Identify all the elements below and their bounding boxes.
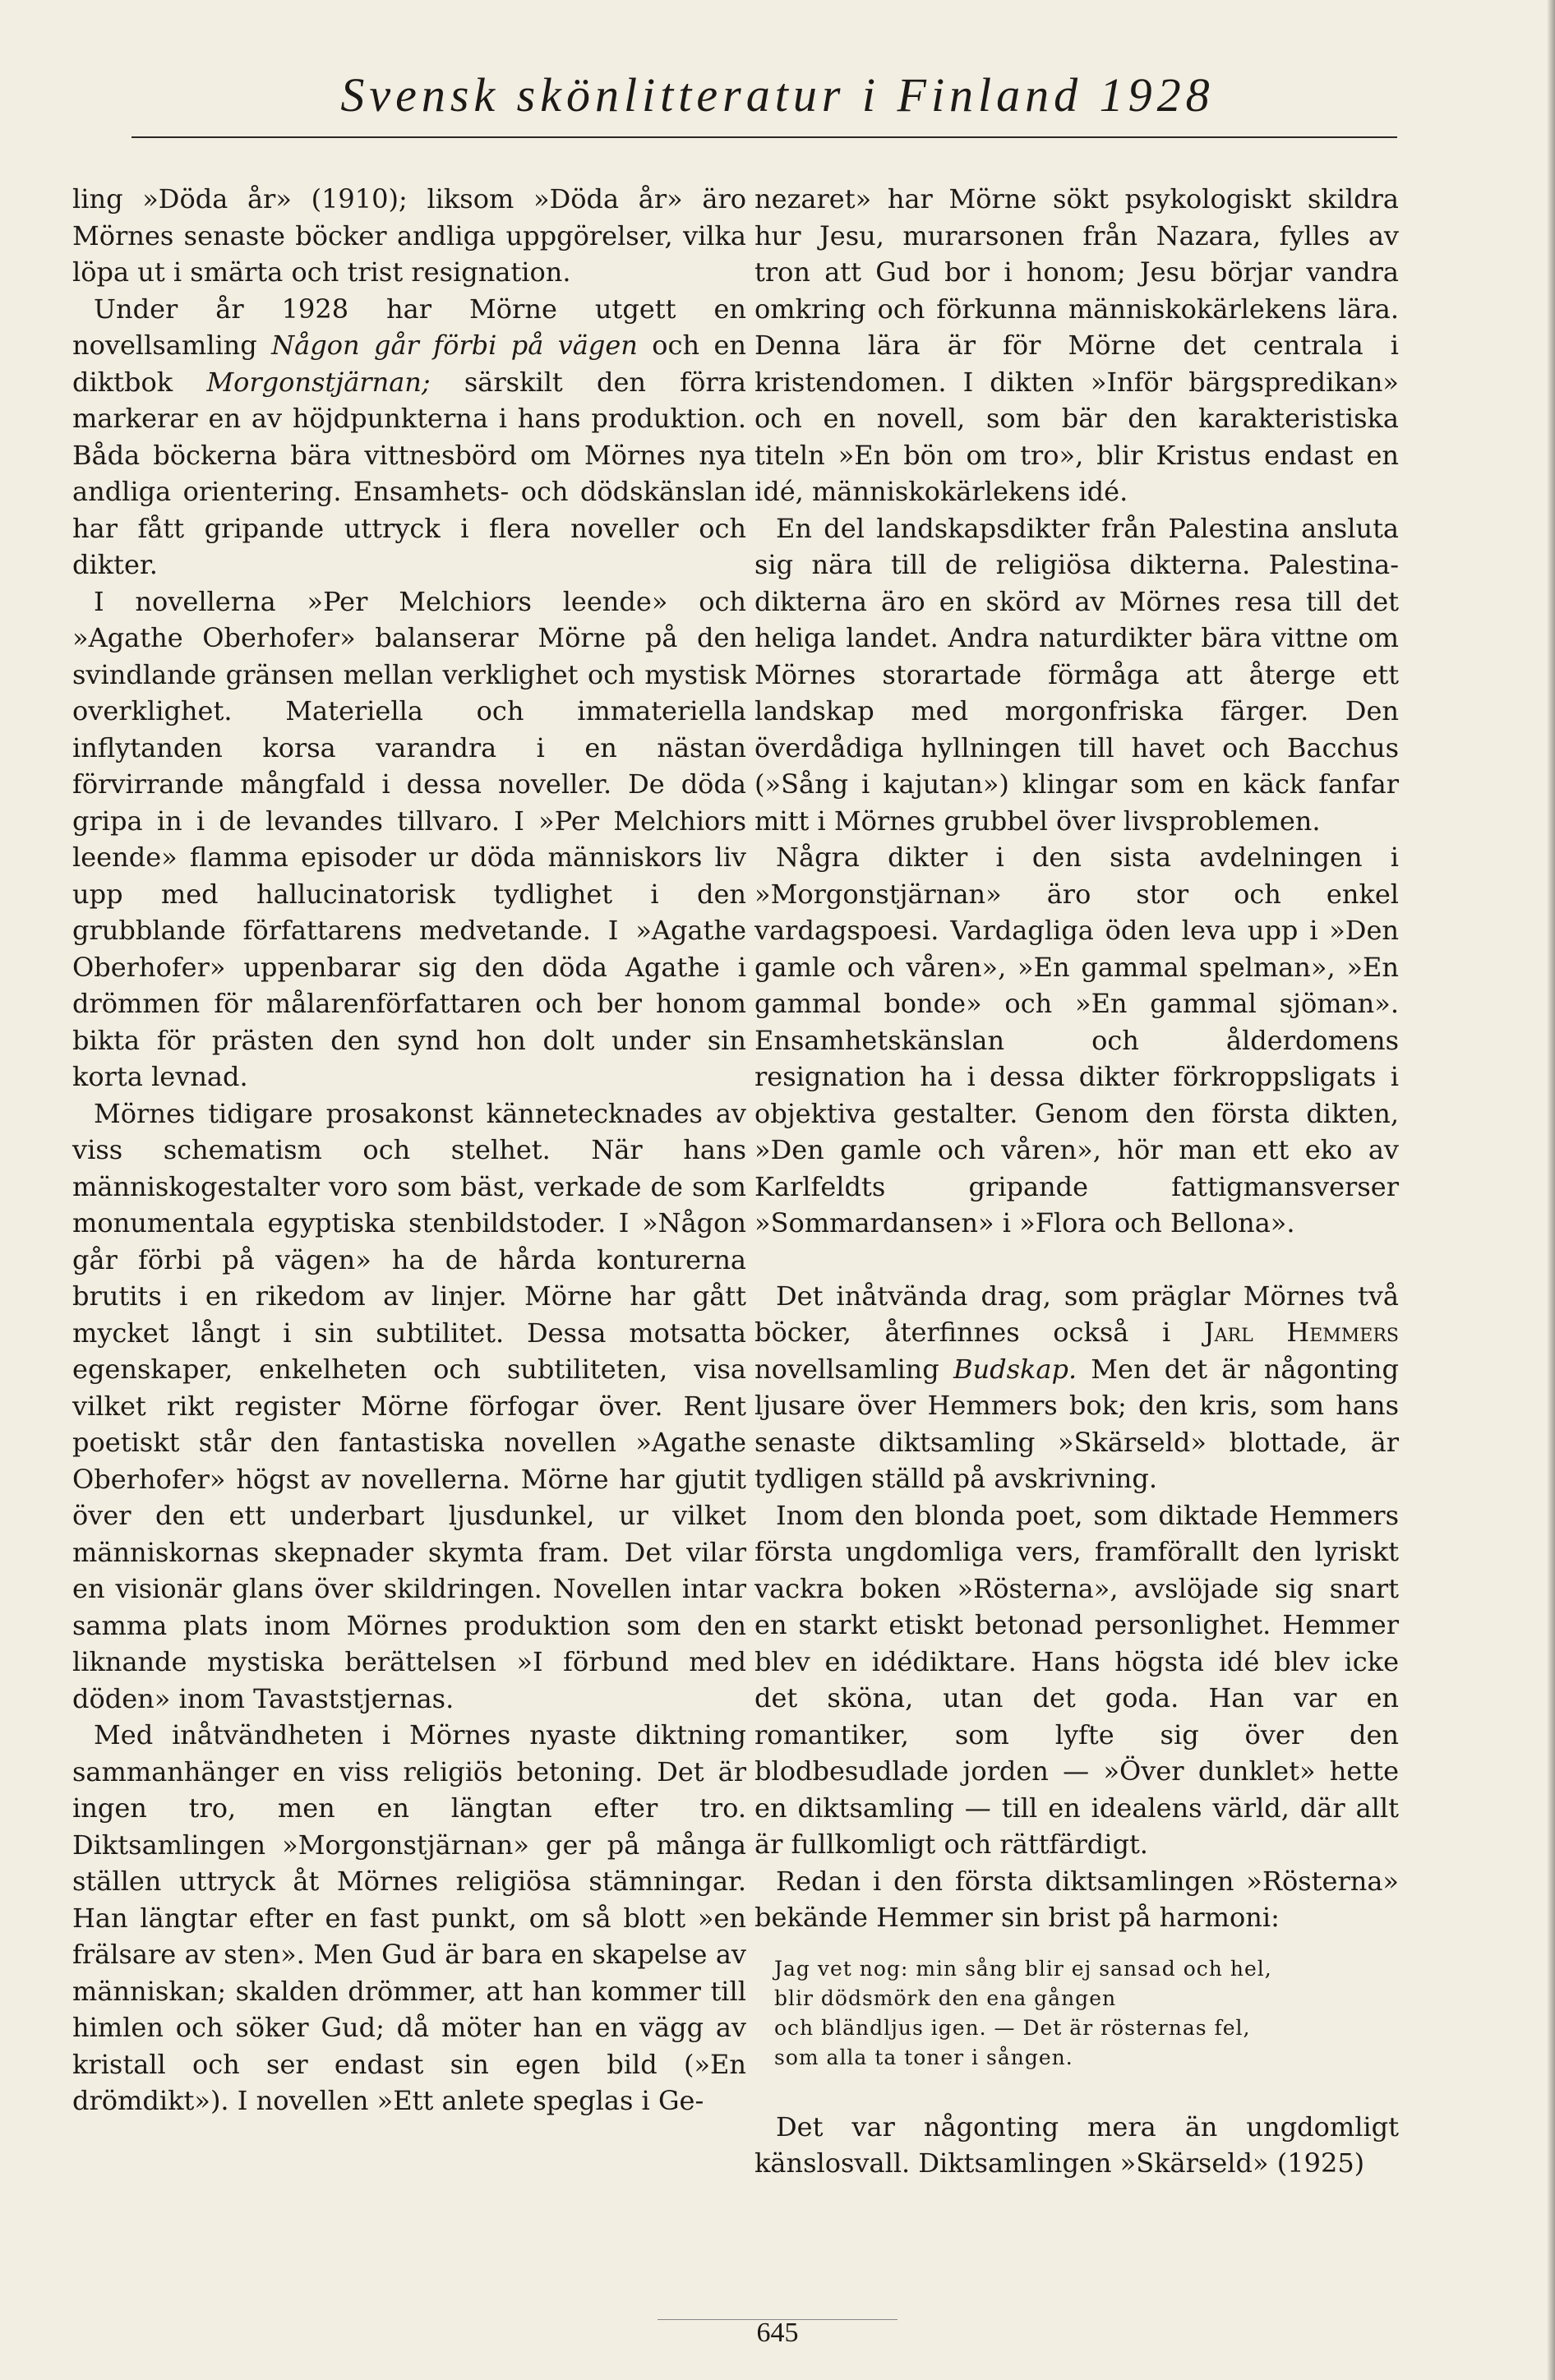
left-column xyxy=(72,181,746,2119)
page-edge-shadow xyxy=(1547,0,1555,2380)
paragraph: Inom den blonda poet, som diktade Hemmers första ungdomliga vers, framförallt den lyriskt vackra boken »Rösterna», avslöjade sig snart en starkt etiskt betonad personlighet. Hemmer blev en idédiktare. Hans högsta idé blev icke det sköna, utan det goda. Han var en romantiker, som lyfte sig över den blodbesudlade jorden — »Över dunklet» hette en diktsamling — till en idealens värld, där allt är fullkomligt och rättfärdigt. xyxy=(754,1499,1399,1860)
text-run: novellsamling xyxy=(754,1353,953,1385)
page-number: 645 xyxy=(756,2318,799,2348)
text-run: Men det är någonting ljusare över Hemmers bok; den kris, som hans senaste diktsamling »Skärseld» blottade, är tydligen ställd på avskrivning. xyxy=(754,1353,1400,1494)
paragraph: nezaret» har Mörne sökt psykologiskt skildra hur Jesu, murarsonen från Nazara, fylles av tron att Gud bor i honom; Jesu börjar vandra omkring och förkunna människokärlekens lära. Denna lära är för Mörne det centrala i kristendomen. I dikten »Inför bärgspredikan» och en novell, som bär den karakteristiska titeln »En bön om tro», blir Kristus endast en idé, människokärlekens idé. xyxy=(754,183,1399,507)
poem-quote xyxy=(774,1954,1399,2073)
paragraph: Det var någonting mera än ungdomligt känslosvall. Diktsamlingen »Skärseld» (1925) xyxy=(754,2110,1399,2179)
paragraph xyxy=(754,1278,1399,1497)
poem-line: Jag vet nog: min sång blir ej sansad och hel, xyxy=(774,1956,1272,1981)
text-run: och en diktbok xyxy=(72,330,747,398)
paragraph: Några dikter i den sista avdelningen i »Morgonstjärnan» äro stor och enkel vardagspoesi. Vardagliga öden leva upp i »Den gamle och våren», »En gammal spelman», »En gammal bonde» och »En gammal sjöman». Ensamhetskänslan och ålderdomens resignation ha i dessa dikter förkroppsligats i objektiva gestalter. Genom den första dikten, »Den gamle och våren», hör man ett eko av Karlfeldts gripande fattigmansverser »Sommardansen» i »Flora och Bellona». xyxy=(754,842,1399,1238)
running-head: Svensk skönlitteratur i Finland 1928 xyxy=(340,68,1215,122)
book-title: Morgonstjärnan; xyxy=(206,366,431,398)
text-run: Det inåtvända drag, som präglar Mörnes två böcker, återfinnes också i xyxy=(754,1280,1399,1348)
paragraph: En del landskapsdikter från Palestina ansluta sig nära till de religiösa dikterna. Palestina-dikterna äro en skörd av Mörnes resa till det heliga landet. Andra naturdikter bära vittne om Mörnes storartade förmåga att återge ett landskap med morgonfriska färger. Den överdådiga hyllningen till havet och Bacchus (»Sång i kajutan») klingar som en käck fanfar mitt i Mörnes grubbel över livsproblemen. xyxy=(754,512,1399,837)
text-run: Under år 1928 har Mörne utgett en novellsamling xyxy=(72,293,746,361)
paragraph: Mörnes tidigare prosakonst kännetecknades av viss schematism och stelhet. När hans människogestalter voro som bäst, verkade de som monumentala egyptiska stenbildstoder. I »Någon går förbi på vägen» ha de hårda konturerna brutits i en rikedom av linjer. Mörne har gått mycket långt i sin subtilitet. Dessa motsatta egenskaper, enkelheten och subtiliteten, visa vilket rikt register Mörne förfogar över. Rent poetiskt står den fantastiska novellen »Agathe Oberhofer» högst av novellerna. Mörne har gjutit över den ett underbart ljusdunkel, ur vilket människornas skepnader skymta fram. Det vilar en visionär glans över skildringen. Novellen intar samma plats inom Mörnes produktion som den liknande mystiska berättelsen »I förbund med döden» inom Tavaststjernas. xyxy=(72,1097,746,1714)
author-name: Jarl Hemmers xyxy=(1203,1317,1400,1348)
paragraph xyxy=(72,291,746,583)
text-run: särskilt den förra markerar en av höjdpunkterna i hans produktion. Båda böckerna bära vittnesbörd om Mörnes nya andliga orientering. Ensamhets- och dödskänslan har fått gripande uttryck i flera noveller och dikter. xyxy=(72,366,747,580)
paragraph: Redan i den första diktsamlingen »Rösterna» bekände Hemmer sin brist på harmoni: xyxy=(754,1865,1399,1933)
paragraph: Med inåtvändheten i Mörnes nyaste diktning sammanhänger en viss religiös betoning. Det är ingen tro, men en längtan efter tro. Diktsamlingen »Morgonstjärnan» ger på många ställen uttryck åt Mörnes religiösa stämningar. Han längtar efter en fast punkt, om så blott »en frälsare av sten». Men Gud är bara en skapelse av människan; skalden drömmer, att han kommer till himlen och söker Gud; då möter han en vägg av kristall och ser endast sin egen bild (»En drömdikt»). I novellen »Ett anlete speglas i Ge- xyxy=(72,1719,746,2116)
poem-line: som alla ta toner i sången. xyxy=(774,2045,1073,2069)
poem-line: och bländljus igen. — Det är rösternas fel, xyxy=(774,2015,1251,2040)
poem-line: blir dödsmörk den ena gången xyxy=(774,1986,1117,2010)
book-title: Någon går förbi på vägen xyxy=(271,330,638,361)
book-title: Budskap. xyxy=(953,1353,1077,1385)
right-column xyxy=(754,181,1399,2182)
header-rule xyxy=(132,136,1397,138)
paragraph: I novellerna »Per Melchiors leende» och »Agathe Oberhofer» balanserar Mörne på den svindlande gränsen mellan verklighet och mystisk overklighet. Materiella och immateriella inflytanden korsa varandra i en nästan förvirrande mångfald i dessa noveller. De döda gripa in i de levandes tillvaro. I »Per Melchiors leende» flamma episoder ur döda människors liv upp med hallucinatorisk tydlighet i den grubblande författarens medvetande. I »Agathe Oberhofer» uppenbarar sig den döda Agathe i drömmen för målarenförfattaren och ber honom bikta för prästen den synd hon dolt under sin korta levnad. xyxy=(72,585,746,1092)
paragraph: ling »Döda år» (1910); liksom »Döda år» äro Mörnes senaste böcker andliga uppgörelser, vilka löpa ut i smärta och trist resignation. xyxy=(72,183,746,288)
